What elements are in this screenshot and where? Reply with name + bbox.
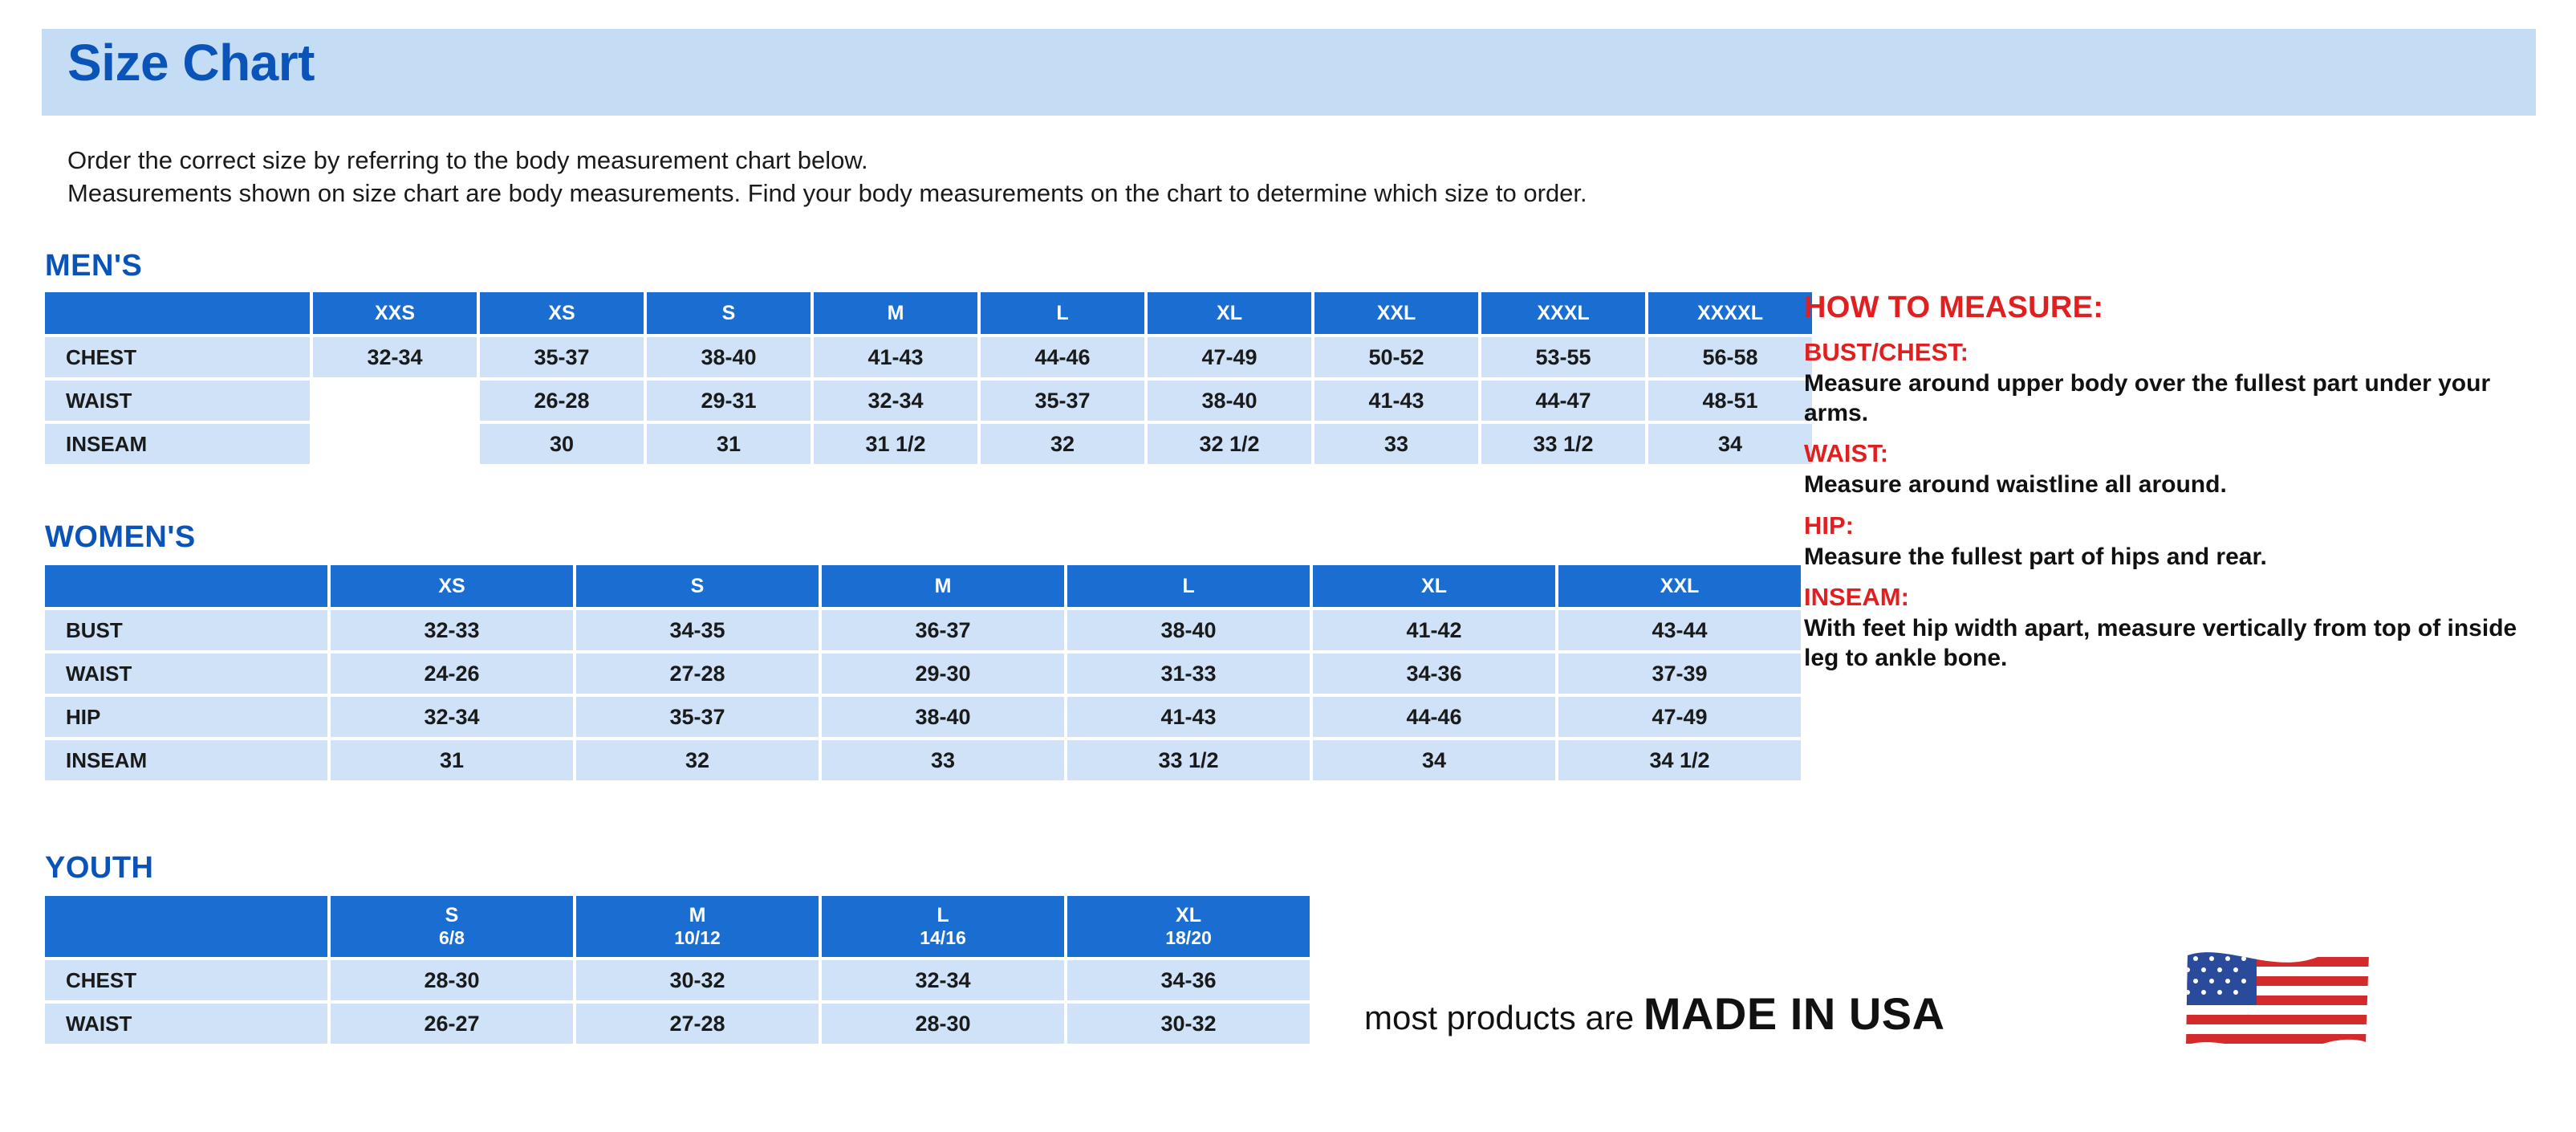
measure-label-bust-chest: BUST/CHEST:	[1804, 338, 1969, 366]
womens-bust-xxl: 43-44	[1558, 610, 1801, 650]
youth-waist-l: 28-30	[822, 1004, 1064, 1044]
table-row	[45, 740, 1801, 780]
measure-item-hip	[1804, 511, 2542, 572]
womens-waist-xxl: 37-39	[1558, 654, 1801, 694]
womens-hip-xxl: 47-49	[1558, 697, 1801, 737]
how-to-measure-title: HOW TO MEASURE:	[1804, 291, 2104, 324]
womens-waist-xs: 24-26	[331, 654, 573, 694]
youth-col-4-ages: 18/20	[1165, 927, 1212, 949]
youth-col-4	[1067, 896, 1310, 957]
mens-chest-xxs: 32-34	[313, 337, 477, 377]
womens-bust-l: 38-40	[1067, 610, 1310, 650]
womens-inseam-s: 32	[576, 740, 819, 780]
womens-bust-m: 36-37	[822, 610, 1064, 650]
youth-chest-s: 28-30	[331, 960, 573, 1000]
womens-bust-xl: 41-42	[1313, 610, 1555, 650]
mens-waist-xxl: 41-43	[1314, 381, 1478, 421]
womens-row-label-hip: HIP	[45, 697, 327, 737]
womens-col-2: S	[576, 565, 819, 607]
mens-inseam-xl: 32 1/2	[1148, 424, 1311, 464]
mens-chest-xs: 35-37	[480, 337, 644, 377]
mens-col-9: XXXXL	[1648, 292, 1812, 334]
mens-col-6: XL	[1148, 292, 1311, 334]
mens-chest-s: 38-40	[647, 337, 811, 377]
made-in-usa-prefix: most products are	[1364, 999, 1644, 1036]
mens-row-label-inseam: INSEAM	[45, 424, 310, 464]
table-header-row	[45, 292, 1812, 334]
mens-inseam-xxxxl: 34	[1648, 424, 1812, 464]
youth-col-1-ages: 6/8	[439, 927, 465, 949]
table-row	[45, 654, 1801, 694]
youth-col-1-size: S	[445, 904, 459, 927]
mens-waist-l: 35-37	[981, 381, 1144, 421]
womens-inseam-xl: 34	[1313, 740, 1555, 780]
youth-col-1	[331, 896, 573, 957]
youth-col-4-size: XL	[1176, 904, 1201, 927]
table-row	[45, 337, 1812, 377]
womens-bust-s: 34-35	[576, 610, 819, 650]
youth-waist-s: 26-27	[331, 1004, 573, 1044]
youth-row-label-chest: CHEST	[45, 960, 327, 1000]
youth-size-table	[42, 893, 1313, 1047]
mens-col-8: XXXL	[1481, 292, 1645, 334]
measure-text-waist: Measure around waistline all around.	[1804, 471, 2227, 499]
section-title-youth: YOUTH	[45, 851, 154, 885]
intro-line-1: Order the correct size by referring to the body measurement chart below.	[67, 146, 868, 174]
measure-item-bust-chest	[1804, 338, 2542, 428]
youth-col-2-ages: 10/12	[674, 927, 721, 949]
youth-chest-l: 32-34	[822, 960, 1064, 1000]
youth-col-2	[576, 896, 819, 957]
table-row	[45, 1004, 1310, 1044]
intro-text	[67, 145, 2523, 210]
womens-hip-m: 38-40	[822, 697, 1064, 737]
mens-inseam-xs: 30	[480, 424, 644, 464]
measure-text-inseam: With feet hip width apart, measure vertically from top of inside leg to ankle bone.	[1804, 614, 2517, 671]
mens-inseam-s: 31	[647, 424, 811, 464]
table-header-row	[45, 896, 1310, 957]
youth-row-label-waist: WAIST	[45, 1004, 327, 1044]
mens-chest-m: 41-43	[814, 337, 977, 377]
womens-col-5: XL	[1313, 565, 1555, 607]
youth-chest-m: 30-32	[576, 960, 819, 1000]
mens-size-table	[42, 289, 1815, 467]
mens-row-label-waist: WAIST	[45, 381, 310, 421]
mens-row-label-chest: CHEST	[45, 337, 310, 377]
mens-chest-xxxl: 53-55	[1481, 337, 1645, 377]
womens-waist-xl: 34-36	[1313, 654, 1555, 694]
womens-row-label-inseam: INSEAM	[45, 740, 327, 780]
womens-row-label-waist: WAIST	[45, 654, 327, 694]
mens-inseam-l: 32	[981, 424, 1144, 464]
table-header-row	[45, 565, 1801, 607]
mens-chest-xl: 47-49	[1148, 337, 1311, 377]
youth-waist-xl: 30-32	[1067, 1004, 1310, 1044]
mens-chest-xxl: 50-52	[1314, 337, 1478, 377]
youth-chest-xl: 34-36	[1067, 960, 1310, 1000]
youth-col-3-size: L	[937, 904, 949, 927]
made-in-usa-text	[1364, 987, 1945, 1040]
mens-waist-xxs	[313, 381, 477, 421]
measure-item-inseam	[1804, 583, 2542, 673]
mens-inseam-xxxl: 33 1/2	[1481, 424, 1645, 464]
table-row	[45, 610, 1801, 650]
table-row	[45, 381, 1812, 421]
womens-col-3: M	[822, 565, 1064, 607]
mens-waist-xs: 26-28	[480, 381, 644, 421]
youth-col-0	[45, 896, 327, 957]
womens-inseam-xs: 31	[331, 740, 573, 780]
mens-inseam-m: 31 1/2	[814, 424, 977, 464]
mens-waist-xl: 38-40	[1148, 381, 1311, 421]
header-band	[42, 29, 2536, 116]
womens-col-6: XXL	[1558, 565, 1801, 607]
mens-chest-xxxxl: 56-58	[1648, 337, 1812, 377]
mens-chest-l: 44-46	[981, 337, 1144, 377]
womens-col-0	[45, 565, 327, 607]
mens-col-0	[45, 292, 310, 334]
page-title: Size Chart	[67, 34, 315, 92]
womens-inseam-l: 33 1/2	[1067, 740, 1310, 780]
womens-waist-m: 29-30	[822, 654, 1064, 694]
mens-waist-m: 32-34	[814, 381, 977, 421]
mens-waist-xxxxl: 48-51	[1648, 381, 1812, 421]
womens-inseam-xxl: 34 1/2	[1558, 740, 1801, 780]
mens-waist-xxxl: 44-47	[1481, 381, 1645, 421]
mens-col-1: XXS	[313, 292, 477, 334]
intro-line-2: Measurements shown on size chart are body measurements. Find your body measurements on the chart to determine which size to order.	[67, 178, 1587, 207]
womens-col-4: L	[1067, 565, 1310, 607]
womens-size-table	[42, 562, 1804, 784]
mens-col-5: L	[981, 292, 1144, 334]
womens-row-label-bust: BUST	[45, 610, 327, 650]
mens-col-7: XXL	[1314, 292, 1478, 334]
mens-col-3: S	[647, 292, 811, 334]
womens-col-1: XS	[331, 565, 573, 607]
section-title-womens: WOMEN'S	[45, 520, 196, 554]
womens-bust-xs: 32-33	[331, 610, 573, 650]
womens-hip-xl: 44-46	[1313, 697, 1555, 737]
measure-label-inseam: INSEAM:	[1804, 582, 1909, 611]
mens-inseam-xxs	[313, 424, 477, 464]
mens-col-2: XS	[480, 292, 644, 334]
womens-hip-xs: 32-34	[331, 697, 573, 737]
measure-text-hip: Measure the fullest part of hips and rear.	[1804, 543, 2267, 570]
mens-inseam-xxl: 33	[1314, 424, 1478, 464]
womens-waist-s: 27-28	[576, 654, 819, 694]
youth-col-3-ages: 14/16	[920, 927, 966, 949]
womens-inseam-m: 33	[822, 740, 1064, 780]
table-row	[45, 424, 1812, 464]
womens-waist-l: 31-33	[1067, 654, 1310, 694]
mens-col-4: M	[814, 292, 977, 334]
womens-hip-s: 35-37	[576, 697, 819, 737]
usa-flag-icon	[2176, 938, 2375, 1073]
measure-label-waist: WAIST:	[1804, 439, 1889, 468]
table-row	[45, 960, 1310, 1000]
made-in-usa-emphasis: MADE IN USA	[1643, 988, 1945, 1039]
measure-text-bust-chest: Measure around upper body over the fullest part under your arms.	[1804, 370, 2491, 427]
mens-waist-s: 29-31	[647, 381, 811, 421]
youth-waist-m: 27-28	[576, 1004, 819, 1044]
youth-col-2-size: M	[689, 904, 706, 927]
table-row	[45, 697, 1801, 737]
how-to-measure-panel	[1804, 291, 2542, 684]
womens-hip-l: 41-43	[1067, 697, 1310, 737]
measure-label-hip: HIP:	[1804, 511, 1854, 540]
measure-item-waist	[1804, 439, 2542, 499]
section-title-mens: MEN'S	[45, 249, 143, 283]
youth-col-3	[822, 896, 1064, 957]
